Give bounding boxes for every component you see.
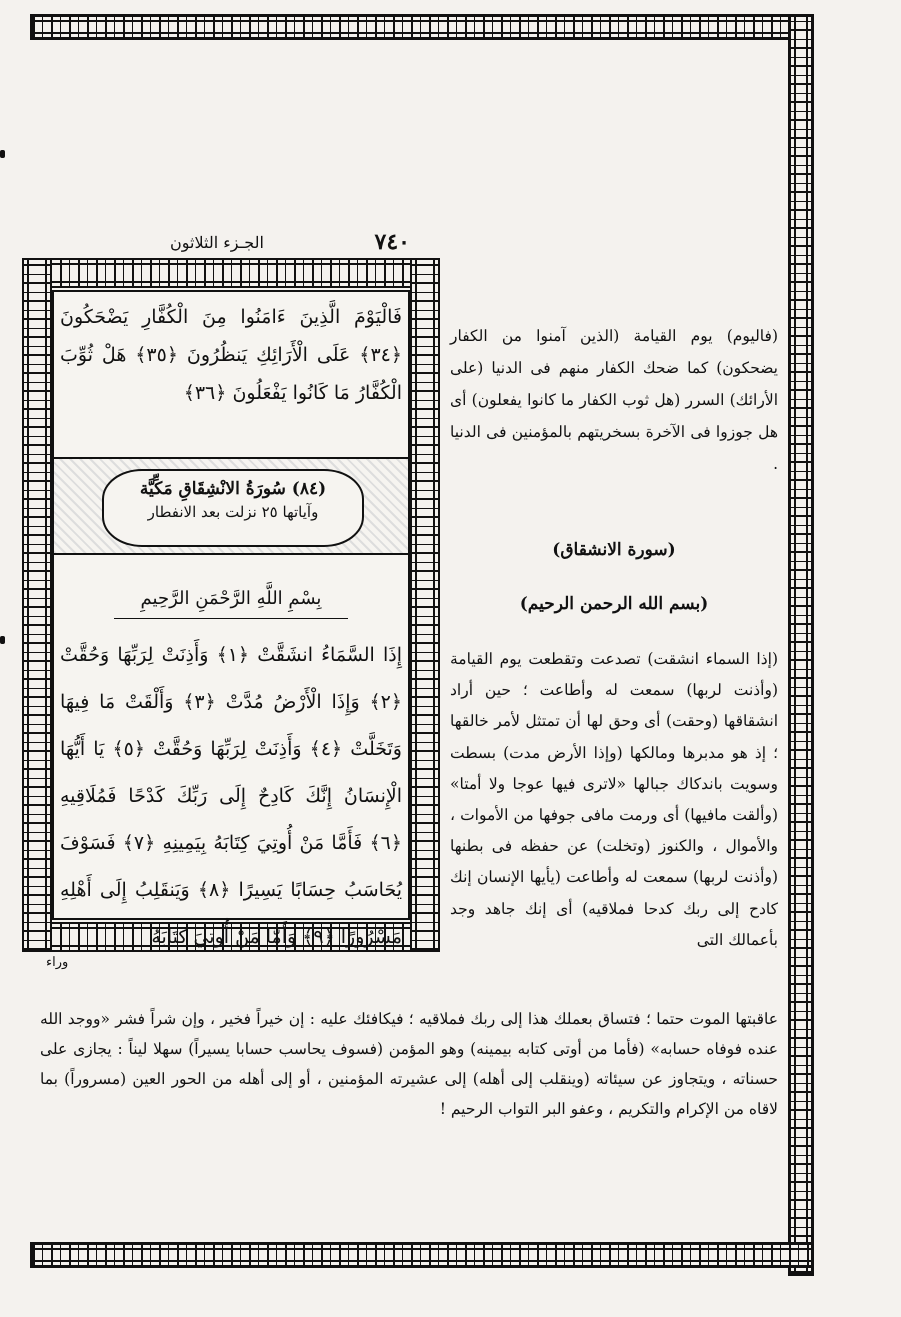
tafsir-block-3: عاقبتها الموت حتما ؛ فتساق بعملك هذا إلى ربك فملاقيه ؛ فيكافئك عليه : إن خيراً فخير ، وإن شراً فشر «ووجد الله عنده فوفاه حسابه» (فأما من أوتى كتابه بيمينه) وهو المؤمن (فسوف يحاسب حسابا يسيراً) سهلا ليناً : يجازى على حسناته ، ويتجاوز عن سيئاته (وينقلب إلى أهله) إلى عشيرته المؤمنين ، أو إلى أهله من الحور العين (مسروراً) بما لاقاه من الإكرام والتكريم ، وعفو البر التواب الرحيم ! <box>40 1010 778 1118</box>
margin-mark <box>0 150 5 158</box>
quran-frame-left-border <box>22 258 52 952</box>
surah-header-panel <box>54 457 408 555</box>
margin-mark <box>0 636 5 644</box>
page-number: ٧٤٠ <box>374 229 410 255</box>
basmala-underline <box>114 618 348 619</box>
quran-lower-passage: إِذَا السَّمَاءُ انشَقَّتْ ﴿١﴾ وَأَذِنَتْ لِرَبِّهَا وَحُقَّتْ ﴿٢﴾ وَإِذَا الْأَرْضُ مُدَّتْ ﴿٣﴾ وَأَلْقَتْ مَا فِيهَا وَتَخَلَّتْ ﴿٤﴾ وَأَذِنَتْ لِرَبِّهَا وَحُقَّتْ ﴿٥﴾ يَا أَيُّهَا الْإِنسَانُ إِنَّكَ كَادِحٌ إِلَى رَبِّكَ كَدْحًا فَمُلَاقِيهِ ﴿٦﴾ فَأَمَّا مَنْ أُوتِيَ كِتَابَهُ بِيَمِينِهِ ﴿٧﴾ فَسَوْفَ يُحَاسَبُ حِسَابًا يَسِيرًا ﴿٨﴾ وَيَنقَلِبُ إِلَى أَهْلِهِ مَسْرُورًا ﴿٩﴾ وَأَمَّا مَنْ أُوتِيَ كِتَابَهُ <box>60 644 403 948</box>
page-header <box>170 230 410 254</box>
quran-frame-right-border <box>410 258 440 952</box>
tafsir-block-2: (إذا السماء انشقت) تصدعت وتقطعت يوم القيامة (وأذنت لربها) سمعت له وأطاعت ؛ حين أراد انشقاقها (وحقت) أى وحق لها أن تمتثل لأمر خالقها ؛ إذ هو مدبرها ومالكها (وإذا الأرض مدت) بسطت وسويت باندكاك جبالها «لاترى فيها عوجا ولا أمتا» (وألقت مافيها) أى ورمت مافى جوفها من الأموات ، والأموال ، والكنوز (وتخلت) عن حفظه فى بطنها (وأذنت لربها) سمعت له وأطاعت (يأيها الإنسان إنك كادح إلى ربك كدحا فملاقيه) أى إنك جاهد وجد بأعمالك التى <box>450 650 778 949</box>
bottom-ornament-border <box>30 1242 814 1268</box>
quran-frame-top-border <box>22 258 440 288</box>
tafsir-surah-heading: (سورة الانشقاق) <box>552 540 676 560</box>
surah-subtitle: وآياتها ٢٥ نزلت بعد الانفطار <box>147 503 319 521</box>
quran-frame <box>22 258 440 952</box>
quran-text-area <box>52 290 410 948</box>
top-ornament-border <box>30 14 814 40</box>
surah-title: (٨٤) سُورَةُ الانْشِقَاقِ مَكِّيَّة <box>139 479 327 499</box>
tafsir-basmala-heading: (بسم الله الرحمن الرحيم) <box>519 594 709 614</box>
right-ornament-border <box>788 14 814 1276</box>
quran-top-passage: فَالْيَوْمَ الَّذِينَ ءَامَنُوا مِنَ الْكُفَّارِ يَضْحَكُونَ ﴿٣٤﴾ عَلَى الْأَرَائِكِ يَنظُرُونَ ﴿٣٥﴾ هَلْ ثُوِّبَ الْكُفَّارُ مَا كَانُوا يَفْعَلُونَ ﴿٣٦﴾ <box>60 306 402 404</box>
tafsir-block-1: (فاليوم) يوم القيامة (الذين آمنوا من الكفار يضحكون) كما ضحك الكفار منهم فى الدنيا (على الأرائك) السرر (هل ثوب الكفار ما كانوا يفعلون) أى هل جوزوا فى الآخرة بسخريتهم بالمؤمنين فى الدنيا . <box>450 327 778 473</box>
juz-label: الجـزء الثلاثون <box>170 232 264 252</box>
quran-basmala: بِسْمِ اللَّهِ الرَّحْمَنِ الرَّحِيمِ <box>140 588 322 609</box>
catchword: وراء <box>46 955 69 970</box>
surah-cartouche <box>102 469 364 547</box>
